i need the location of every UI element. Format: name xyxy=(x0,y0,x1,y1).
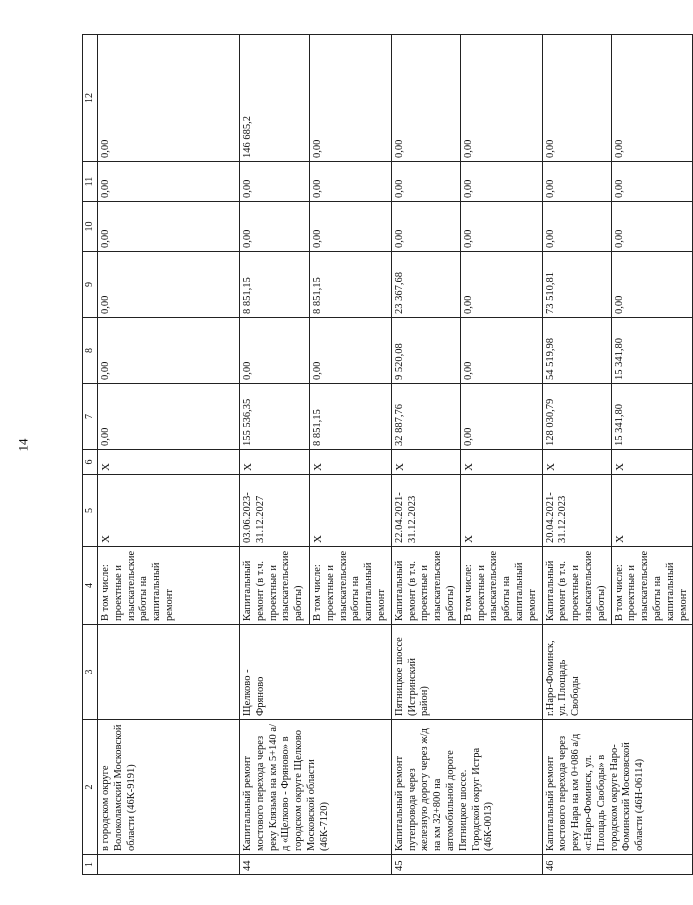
col11-value: 0,00 xyxy=(240,162,310,202)
col10-value: 0,00 xyxy=(98,202,240,252)
object-name: Капитальный ремонт путепровода через железную дорогу через ж/д на км 32+800 на автомобильной дороге Пятницкое шоссе. Городской округ Истра (46К-0013) xyxy=(391,720,542,855)
header-cell: 5 xyxy=(83,475,98,547)
col12-value: 0,00 xyxy=(542,35,611,162)
col8-value: 0,00 xyxy=(240,318,310,384)
header-cell: 1 xyxy=(83,855,98,875)
object-address xyxy=(98,625,240,720)
object-address: г.Наро-Фоминск, ул. Площадь Свободы xyxy=(542,625,693,720)
work-period: 03.06.2023-31.12.2027 xyxy=(240,475,310,547)
col12-value: 0,00 xyxy=(611,35,693,162)
header-cell: 10 xyxy=(83,202,98,252)
row-number: 44 xyxy=(240,855,392,875)
col12-value: 0,00 xyxy=(310,35,392,162)
col12-value: 0,00 xyxy=(460,35,542,162)
row-number: 45 xyxy=(391,855,542,875)
work-type: Капитальный ремонт (в т.ч. проектные и изыскательские работы) xyxy=(391,547,460,625)
col9-value: 0,00 xyxy=(611,252,693,318)
col8-value: 0,00 xyxy=(460,318,542,384)
col11-value: 0,00 xyxy=(391,162,460,202)
col6-value: X xyxy=(240,450,310,475)
work-type: В том числе: проектные и изыскательские работы на капитальный ремонт xyxy=(310,547,392,625)
col6-value: X xyxy=(391,450,460,475)
col10-value: 0,00 xyxy=(611,202,693,252)
work-period: X xyxy=(611,475,693,547)
header-cell: 6 xyxy=(83,450,98,475)
work-type: В том числе: проектные и изыскательские работы на капитальный ремонт xyxy=(460,547,542,625)
header-cell: 7 xyxy=(83,384,98,450)
col7-value: 0,00 xyxy=(460,384,542,450)
header-cell: 4 xyxy=(83,547,98,625)
col6-value: X xyxy=(310,450,392,475)
col7-value: 32 887,76 xyxy=(391,384,460,450)
col10-value: 0,00 xyxy=(460,202,542,252)
work-period: X xyxy=(98,475,240,547)
col10-value: 0,00 xyxy=(542,202,611,252)
col10-value: 0,00 xyxy=(391,202,460,252)
col10-value: 0,00 xyxy=(240,202,310,252)
col11-value: 0,00 xyxy=(460,162,542,202)
work-type: Капитальный ремонт (в т.ч. проектные и изыскательские работы) xyxy=(240,547,310,625)
header-cell: 12 xyxy=(83,35,98,162)
works-table xyxy=(82,34,693,875)
col7-value: 8 851,15 xyxy=(310,384,392,450)
header-cell: 8 xyxy=(83,318,98,384)
col6-value: X xyxy=(542,450,611,475)
header-cell: 3 xyxy=(83,625,98,720)
col12-value: 0,00 xyxy=(98,35,240,162)
col7-value: 15 341,80 xyxy=(611,384,693,450)
work-type: Капитальный ремонт (в т.ч. проектные и изыскательские работы) xyxy=(542,547,611,625)
header-cell: 9 xyxy=(83,252,98,318)
work-type: В том числе: проектные и изыскательские работы на капитальный ремонт xyxy=(611,547,693,625)
table-row xyxy=(542,35,611,875)
object-name: Капитальный ремонт мостового перехода через реку Нара на км 0+086 а/д «г.Наро-Фоминск, ул. Площадь Свободы» в городском округе Наро-Фоминский Московской области (46Н-06114) xyxy=(542,720,693,855)
table-row xyxy=(240,35,310,875)
col6-value: X xyxy=(611,450,693,475)
col11-value: 0,00 xyxy=(611,162,693,202)
col9-value: 8 851,15 xyxy=(240,252,310,318)
table-row xyxy=(391,35,460,875)
col9-value: 8 851,15 xyxy=(310,252,392,318)
work-period: 20.04.2021-31.12.2023 xyxy=(542,475,611,547)
work-period: X xyxy=(460,475,542,547)
col8-value: 9 520,08 xyxy=(391,318,460,384)
col9-value: 0,00 xyxy=(98,252,240,318)
col6-value: X xyxy=(98,450,240,475)
row-number xyxy=(98,855,240,875)
header-cell: 11 xyxy=(83,162,98,202)
col8-value: 54 519,98 xyxy=(542,318,611,384)
object-address: Пятницкое шоссе (Истринский район) xyxy=(391,625,542,720)
col7-value: 0,00 xyxy=(98,384,240,450)
col12-value: 146 685,2 xyxy=(240,35,310,162)
col6-value: X xyxy=(460,450,542,475)
col9-value: 0,00 xyxy=(460,252,542,318)
col10-value: 0,00 xyxy=(310,202,392,252)
col11-value: 0,00 xyxy=(98,162,240,202)
table-row xyxy=(98,35,240,875)
object-name: Капитальный ремонт мостового перехода через реку Клязьма на км 5+140 а/д «Щелково - Фряново» в городском округе Щелково Московской области (46К-7120) xyxy=(240,720,392,855)
col8-value: 0,00 xyxy=(310,318,392,384)
object-address: Щелково - Фряново xyxy=(240,625,392,720)
row-number: 46 xyxy=(542,855,693,875)
work-type: В том числе: проектные и изыскательские работы на капитальный ремонт xyxy=(98,547,240,625)
object-name: в городском округе Волоколамский Московской области (46К-9191) xyxy=(98,720,240,855)
col8-value: 0,00 xyxy=(98,318,240,384)
col12-value: 0,00 xyxy=(391,35,460,162)
header-row xyxy=(83,35,98,875)
col9-value: 23 367,68 xyxy=(391,252,460,318)
col11-value: 0,00 xyxy=(542,162,611,202)
header-cell: 2 xyxy=(83,720,98,855)
col7-value: 155 536,35 xyxy=(240,384,310,450)
work-period: X xyxy=(310,475,392,547)
rotated-table-wrapper xyxy=(82,35,689,875)
col8-value: 15 341,80 xyxy=(611,318,693,384)
col7-value: 128 030,79 xyxy=(542,384,611,450)
col11-value: 0,00 xyxy=(310,162,392,202)
work-period: 22.04.2021-31.12.2023 xyxy=(391,475,460,547)
page-number: 14 xyxy=(15,438,30,452)
col9-value: 73 510,81 xyxy=(542,252,611,318)
